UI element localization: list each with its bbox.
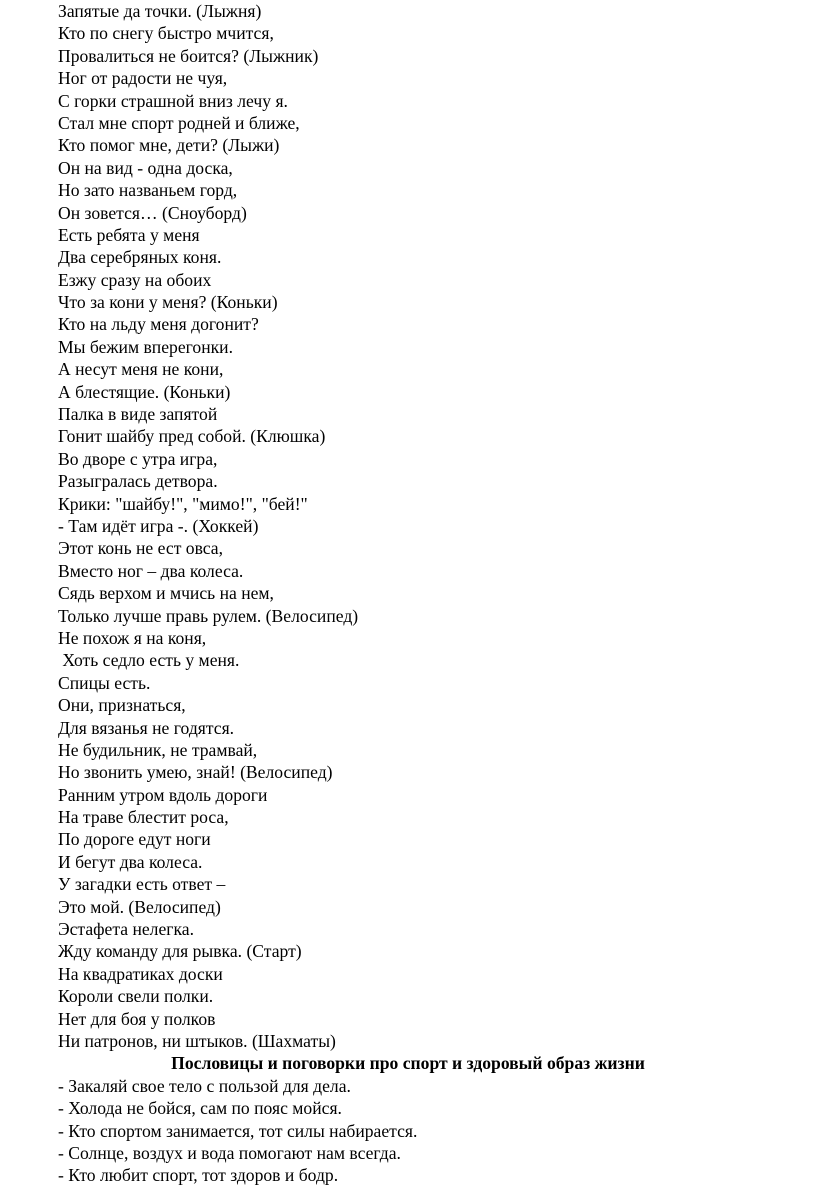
riddles-section — [58, 0, 758, 1052]
document-text — [58, 0, 758, 1187]
riddle-line: По дороге едут ноги — [58, 829, 211, 850]
riddle-line: Гонит шайбу пред собой. (Клюшка) — [58, 426, 326, 447]
riddle-line: Стал мне спорт родней и ближе, — [58, 112, 300, 133]
riddle-line: У загадки есть ответ – — [58, 874, 226, 895]
riddle-line: Но звонить умею, знай! (Велосипед) — [58, 762, 333, 783]
riddle-line: Палка в виде запятой — [58, 404, 218, 425]
riddle-line: Хоть седло есть у меня. — [58, 650, 240, 671]
proverb-line: - Кто спортом занимается, тот силы набирается. — [58, 1120, 418, 1141]
riddle-line: На квадратиках доски — [58, 963, 223, 984]
riddle-line: Не похож я на коня, — [58, 627, 207, 648]
riddle-line: Спицы есть. — [58, 672, 151, 693]
riddle-line: Но зато названьем горд, — [58, 180, 238, 201]
riddle-line: С горки страшной вниз лечу я. — [58, 90, 288, 111]
riddle-line: Короли свели полки. — [58, 986, 214, 1007]
riddle-line: Он на вид - одна доска, — [58, 157, 233, 178]
riddle-line: Эстафета нелегка. — [58, 919, 194, 940]
riddle-line: Мы бежим вперегонки. — [58, 336, 233, 357]
riddle-line: Два серебряных коня. — [58, 247, 222, 268]
riddle-line: Ног от радости не чуя, — [58, 68, 228, 89]
riddle-line: Езжу сразу на обоих — [58, 269, 212, 290]
riddle-line: Он зовется… (Сноуборд) — [58, 202, 247, 223]
riddle-line: Они, признаться, — [58, 695, 186, 716]
riddle-line: Кто на льду меня догонит? — [58, 314, 259, 335]
riddle-line: Крики: "шайбу!", "мимо!", "бей!" — [58, 493, 308, 514]
proverb-line: - Холода не бойся, сам по пояс мойся. — [58, 1098, 342, 1119]
riddle-line: Кто помог мне, дети? (Лыжи) — [58, 135, 280, 156]
proverb-line: - Закаляй свое тело с пользой для дела. — [58, 1075, 351, 1096]
riddle-line: Нет для боя у полков — [58, 1008, 216, 1029]
riddle-line: Провалиться не боится? (Лыжник) — [58, 45, 319, 66]
riddle-line: Для вязанья не годятся. — [58, 717, 235, 738]
proverb-line: - Кто любит спорт, тот здоров и бодр. — [58, 1165, 339, 1186]
proverbs-section — [58, 1075, 758, 1187]
riddle-line: Кто по снегу быстро мчится, — [58, 23, 274, 44]
riddle-line: Запятые да точки. (Лыжня) — [58, 1, 262, 21]
riddle-line: Сядь верхом и мчись на нем, — [58, 583, 274, 604]
riddle-line: Ни патронов, ни штыков. (Шахматы) — [58, 1030, 336, 1051]
riddle-line: А блестящие. (Коньки) — [58, 381, 231, 402]
proverbs-heading: Пословицы и поговорки про спорт и здоровый образ жизни — [171, 1053, 645, 1074]
riddle-line: Это мой. (Велосипед) — [58, 896, 221, 917]
riddle-line: Разыгралась детвора. — [58, 471, 218, 492]
riddle-line: Только лучше правь рулем. (Велосипед) — [58, 605, 359, 626]
riddle-line: Этот конь не ест овса, — [58, 538, 224, 559]
riddle-line: И бегут два колеса. — [58, 851, 203, 872]
riddle-line: Вместо ног – два колеса. — [58, 560, 244, 581]
riddle-line: Есть ребята у меня — [58, 224, 200, 245]
riddle-line: Не будильник, не трамвай, — [58, 739, 258, 760]
riddle-line: На траве блестит роса, — [58, 807, 229, 828]
riddle-line: - Там идёт игра -. (Хоккей) — [58, 515, 259, 536]
riddle-line: Что за кони у меня? (Коньки) — [58, 292, 278, 313]
riddle-line: Ранним утром вдоль дороги — [58, 784, 268, 805]
riddle-line: А несут меня не кони, — [58, 359, 224, 380]
riddle-line: Во дворе с утра игра, — [58, 448, 218, 469]
proverb-line: - Солнце, воздух и вода помогают нам всегда. — [58, 1142, 401, 1163]
riddle-line: Жду команду для рывка. (Старт) — [58, 941, 302, 962]
